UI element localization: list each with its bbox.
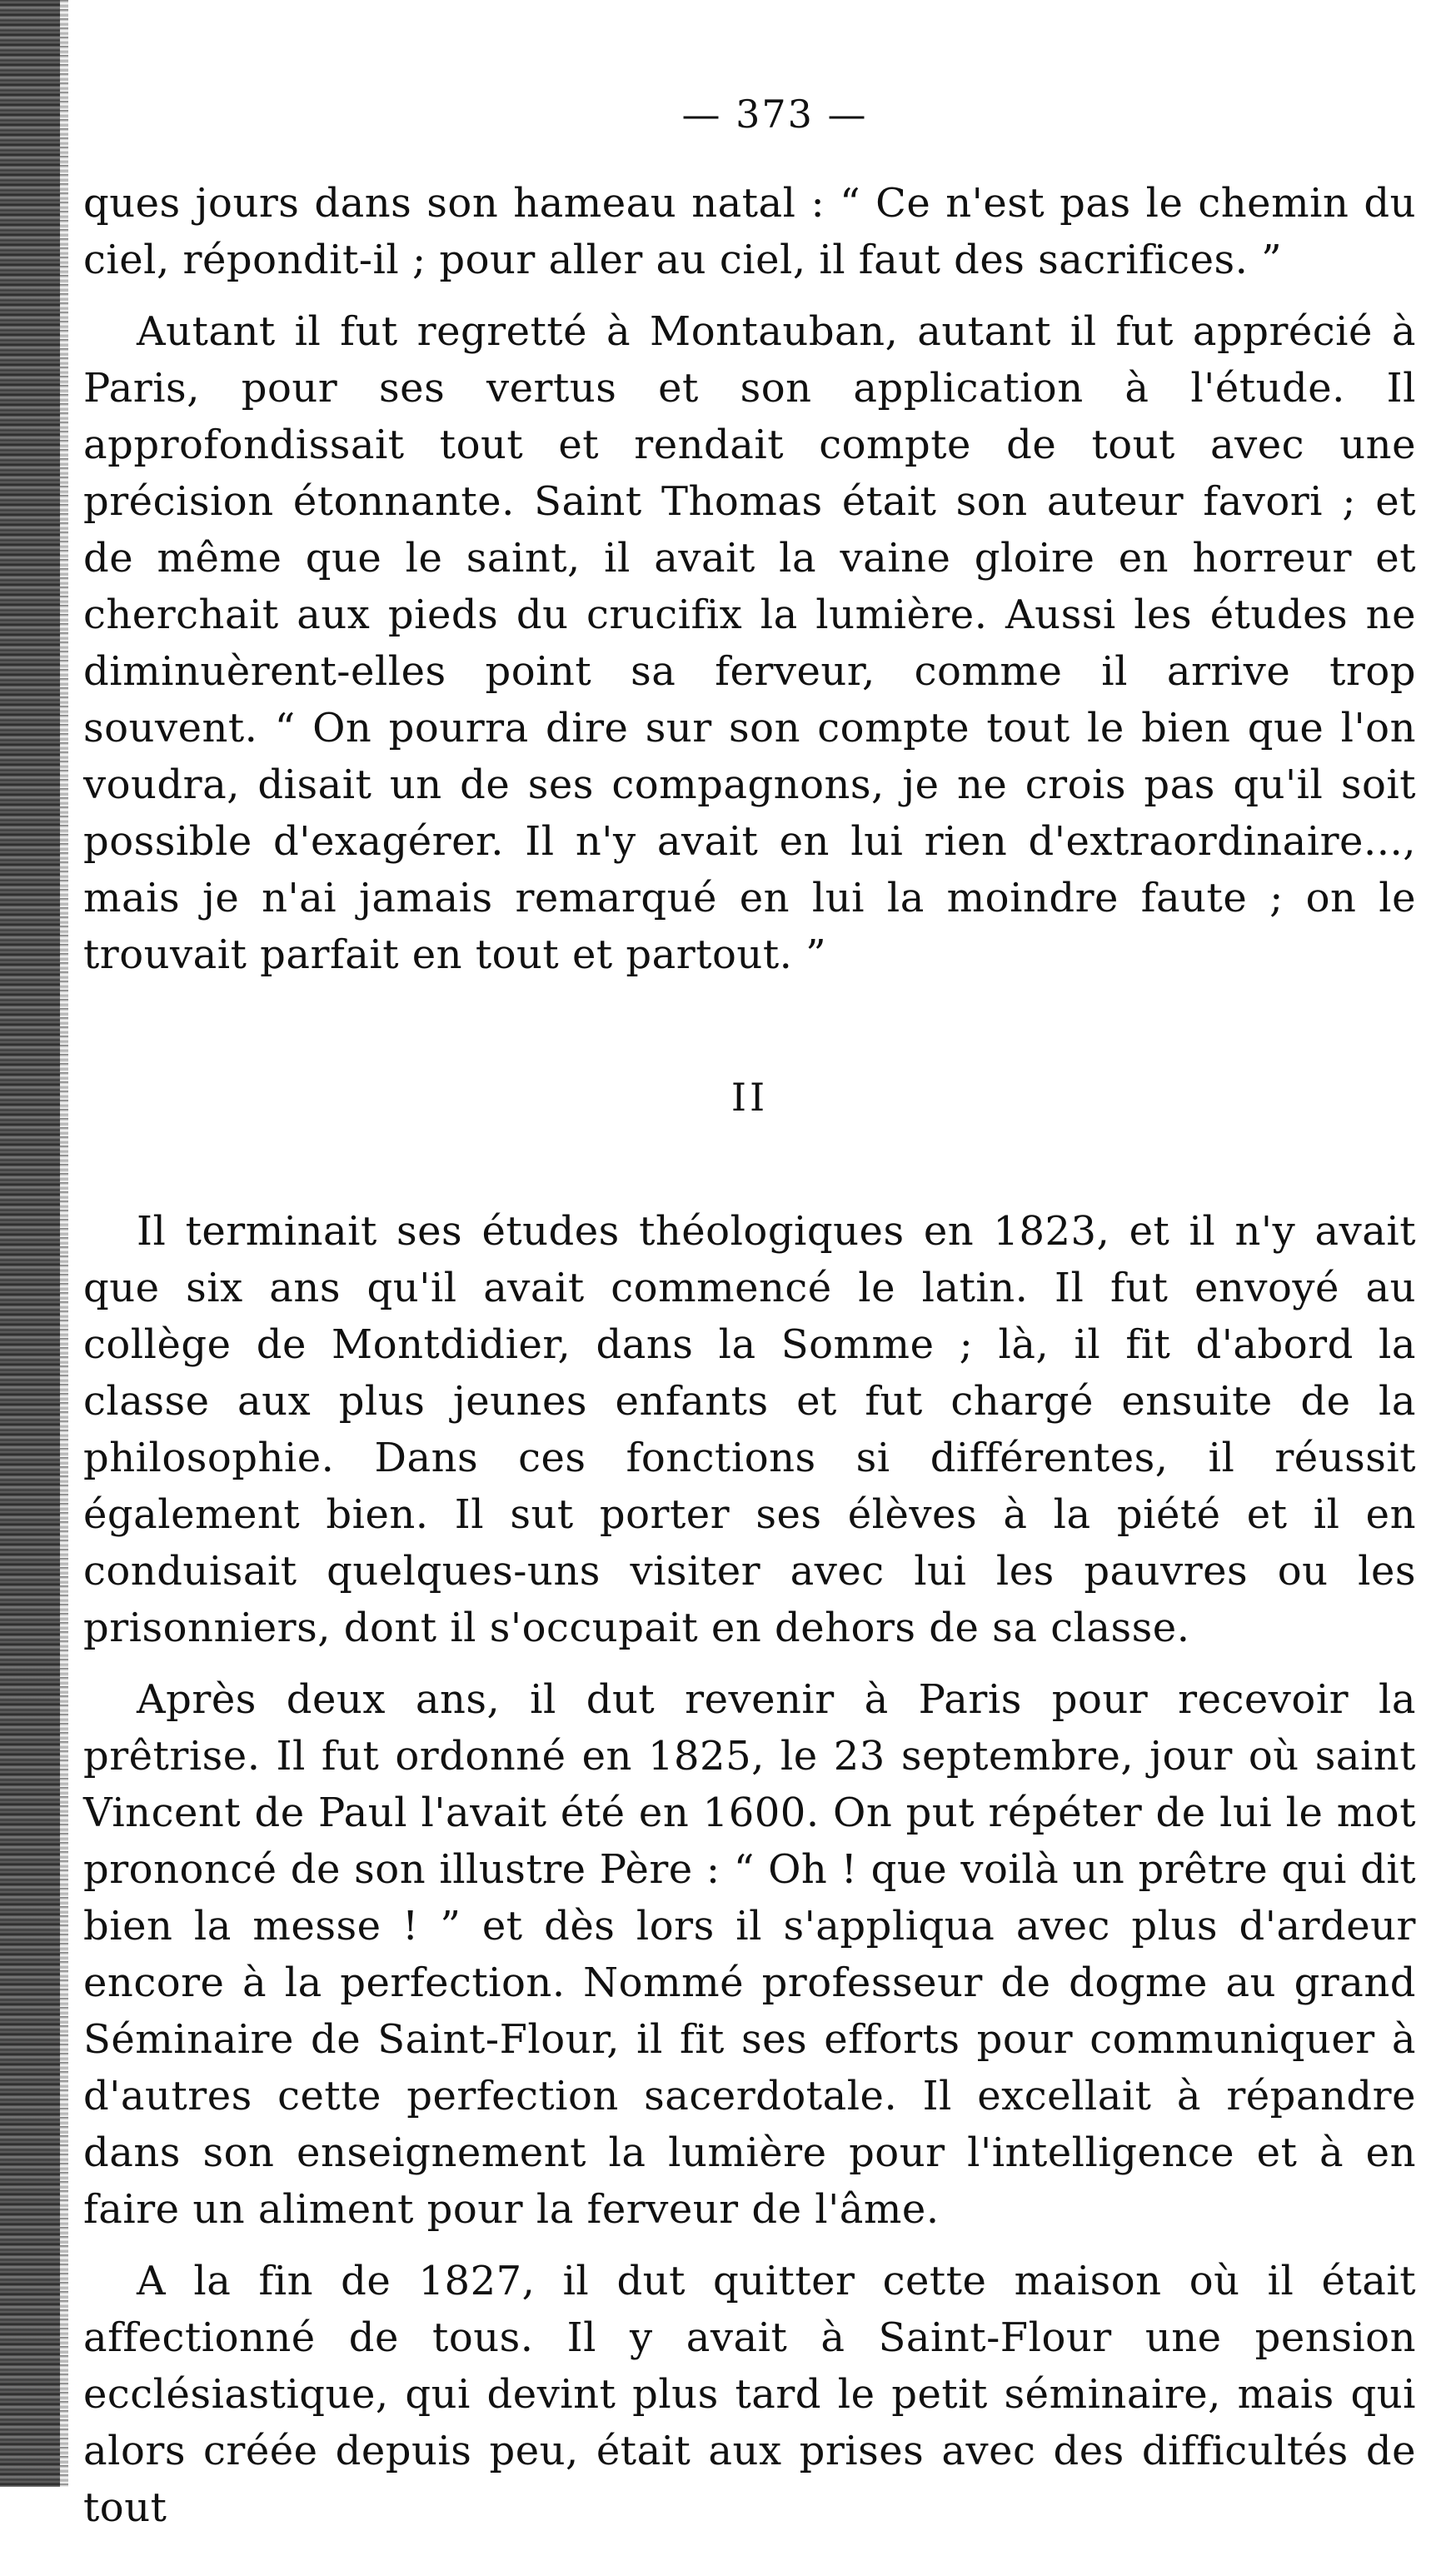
section-heading: II [730,1075,769,1120]
paragraph: Après deux ans, il dut revenir à Paris pour recevoir la prêtrise. Il fut ordonné en 1825, le 23 septembre, jour où saint Vincent de Paul l'avait été en 1600. On put répéter de lui le mot prononcé de son illustre Père : “ Oh ! que voilà un prêtre qui dit bien la messe ! ” et dès lors il s'appliqua avec plus d'ardeur encore à la perfection. Nommé professeur de dogme au grand Séminaire de Saint-Flour, il fit ses efforts pour communiquer à d'autres cette perfection sacerdotale. Il excellait à répandre dans son enseignement la lumière pour l'intelligence et à en faire un aliment pour la ferveur de l'âme. [83,1676,1416,2233]
book-spine-scan-edge [0,0,60,2487]
book-page [83,92,1416,2551]
page-number: — 373 — [681,92,868,137]
paragraph: A la fin de 1827, il dut quitter cette maison où il était affectionné de tous. Il y avait à Saint-Flour une pension ecclésiastique, qui devint plus tard le petit séminaire, mais qui alors créée depuis peu, était aux prises avec des difficultés de tout [83,2258,1416,2531]
paragraph-continued: ques jours dans son hameau natal : “ Ce n'est pas le chemin du ciel, répondit-il ; pour aller au ciel, il faut des sacrifices. ” [83,180,1416,283]
paragraph: Autant il fut regretté à Montauban, autant il fut apprécié à Paris, pour ses vertus et son application à l'étude. Il approfondissait tout et rendait compte de tout avec une précision étonnante. Saint Thomas était son auteur favori ; et de même que le saint, il avait la vaine gloire en horreur et cherchait aux pieds du crucifix la lumière. Aussi les études ne diminuèrent-elles point sa ferveur, comme il arrive trop souvent. “ On pourra dire sur son compte tout le bien que l'on voudra, disait un de ses compagnons, je ne crois pas qu'il soit possible d'exagérer. Il n'y avait en lui rien d'extraordinaire..., mais je n'ai jamais remarqué en lui la moindre faute ; on le trouvait parfait en tout et partout. ” [83,308,1416,978]
paragraph: Il terminait ses études théologiques en 1823, et il n'y avait que six ans qu'il avait commencé le latin. Il fut envoyé au collège de Montdidier, dans la Somme ; là, il fit d'abord la classe aux plus jeunes enfants et fut chargé ensuite de la philosophie. Dans ces fonctions si différentes, il réussit également bien. Il sut porter ses élèves à la piété et il en conduisait quelques-uns visiter avec lui les pauvres ou les prisonniers, dont il s'occupait en dehors de sa classe. [83,1208,1416,1651]
book-gutter-shadow [60,0,68,2487]
